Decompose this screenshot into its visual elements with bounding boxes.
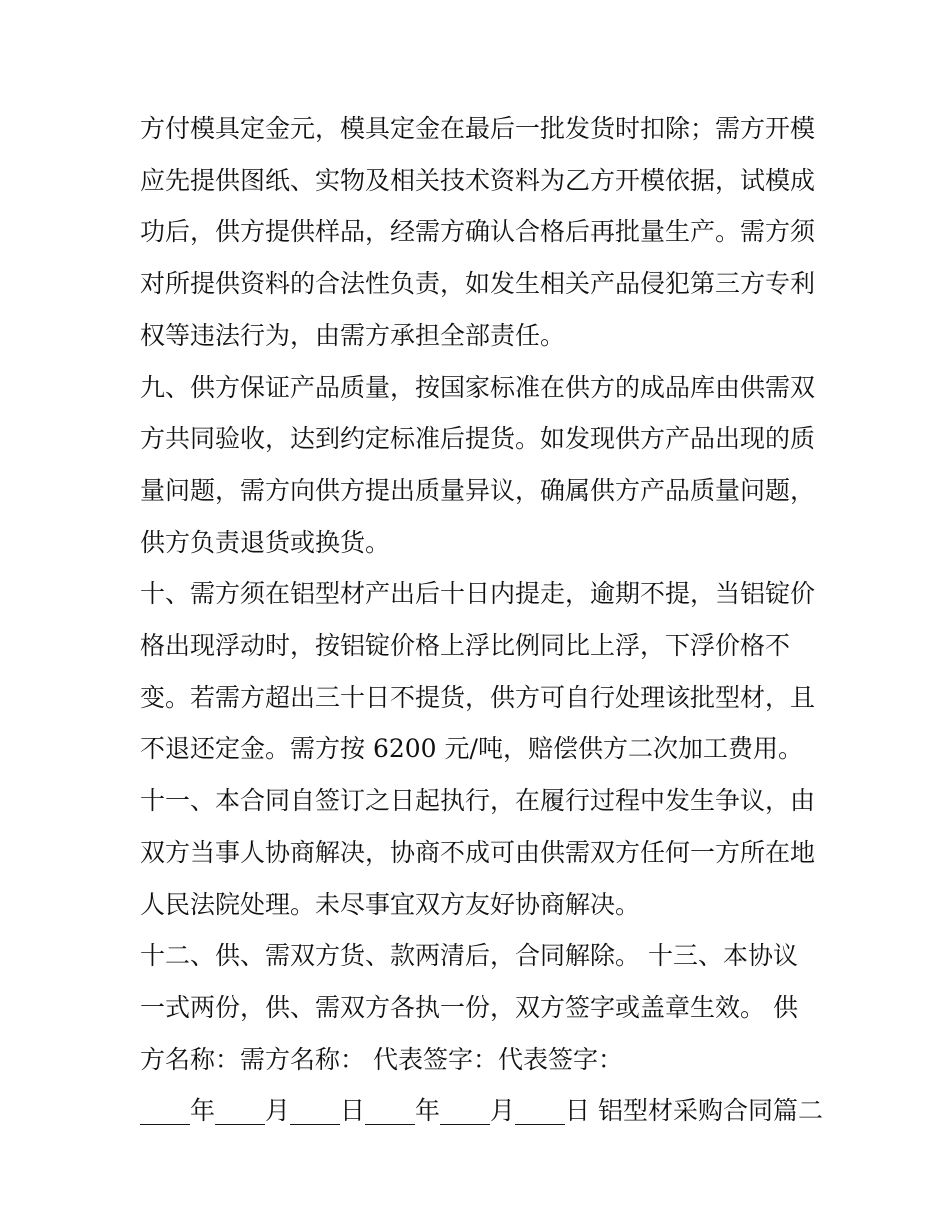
text-line: 不退还定金。需方按 6200 元/吨，赔偿供方二次加工费用。 [140, 734, 803, 764]
text-line: 人民法院处理。未尽事宜双方友好协商解决。 [140, 889, 641, 919]
text-line: ____年____月____日____年____月____日 铝型材采购合同篇二 [140, 1096, 823, 1126]
text-line: 十、需方须在铝型材产出后十日内提走，逾期不提，当铝锭价 [140, 579, 816, 609]
paragraph-mold-deposit [140, 103, 820, 362]
text-line: 功后，供方提供样品，经需方确认合格后再批量生产。需方须 [140, 217, 816, 247]
paragraph-clause-12-13 [140, 930, 820, 1085]
paragraph-signature-dates [140, 1085, 823, 1137]
paragraph-clause-11 [140, 775, 820, 930]
text-line: 方付模具定金元，模具定金在最后一批发货时扣除；需方开模 [140, 114, 816, 143]
paragraph-clause-10 [140, 568, 820, 775]
text-line: 双方当事人协商解决，协商不成可由供需双方任何一方所在地 [140, 837, 816, 867]
paragraph-clause-9 [140, 362, 820, 569]
text-line: 一式两份，供、需双方各执一份，双方签字或盖章生效。 供 [140, 992, 798, 1022]
text-line: 变。若需方超出三十日不提货，供方可自行处理该批型材，且 [140, 682, 816, 712]
text-line: 十二、供、需双方货、款两清后，合同解除。 十三、本协议 [140, 941, 798, 971]
text-line: 方名称：需方名称： 代表签字：代表签字： [140, 1044, 623, 1074]
text-line: 方共同验收，达到约定标准后提货。如发现供方产品出现的质 [140, 424, 816, 454]
text-line: 十一、本合同自签订之日起执行，在履行过程中发生争议，由 [140, 786, 816, 816]
text-line: 应先提供图纸、实物及相关技术资料为乙方开模依据，试模成 [140, 165, 816, 195]
document-body [140, 103, 823, 1137]
text-line: 供方负责退货或换货。 [140, 527, 391, 557]
text-line: 九、供方保证产品质量，按国家标准在供方的成品库由供需双 [140, 372, 816, 402]
text-line: 格出现浮动时，按铝锭价格上浮比例同比上浮，下浮价格不 [140, 631, 791, 661]
text-line: 对所提供资料的合法性负责，如发生相关产品侵犯第三方专利 [140, 269, 816, 299]
text-line: 权等违法行为，由需方承担全部责任。 [140, 320, 566, 350]
text-line: 量问题，需方向供方提出质量异议，确属供方产品质量问题， [140, 475, 816, 505]
